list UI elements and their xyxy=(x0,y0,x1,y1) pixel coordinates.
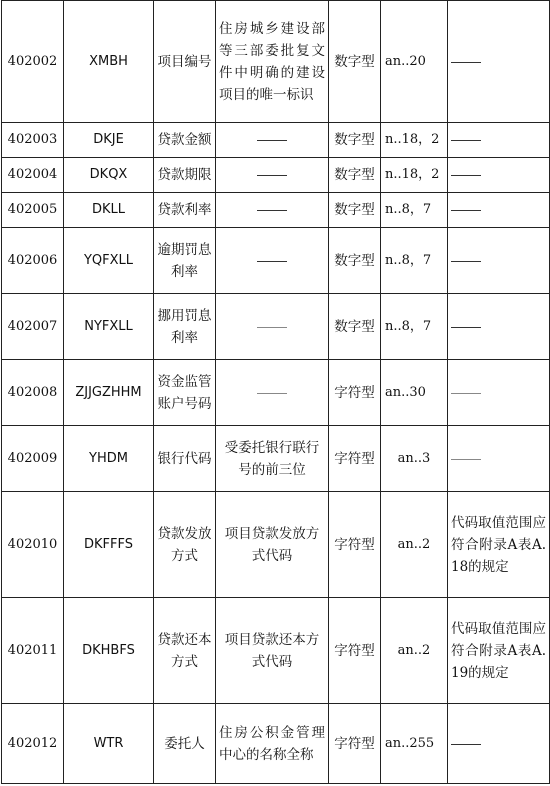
cell-abbr: YQFXLL xyxy=(64,228,154,294)
cell-format: an..2 xyxy=(381,598,448,704)
cell-abbr: DKJE xyxy=(64,123,154,158)
cell-format: n..18，2 xyxy=(381,123,448,158)
cell-format: an..3 xyxy=(381,426,448,492)
cell-name: 贷款金额 xyxy=(154,123,216,158)
empty-dash xyxy=(257,327,287,328)
cell-format: an..20 xyxy=(381,1,448,123)
table-row xyxy=(2,704,550,784)
cell-code: 402010 xyxy=(2,492,64,598)
cell-name: 贷款发放方式 xyxy=(154,492,216,598)
cell-name: 银行代码 xyxy=(154,426,216,492)
cell-format: n..8，7 xyxy=(381,228,448,294)
cell-type: 数字型 xyxy=(329,1,381,123)
empty-dash xyxy=(451,327,481,328)
cell-code: 402004 xyxy=(2,158,64,193)
cell-code: 402005 xyxy=(2,193,64,228)
cell-note xyxy=(448,426,550,492)
cell-desc xyxy=(216,360,329,426)
cell-type: 数字型 xyxy=(329,158,381,193)
cell-desc xyxy=(216,294,329,360)
cell-code: 402002 xyxy=(2,1,64,123)
table-row xyxy=(2,228,550,294)
cell-type: 数字型 xyxy=(329,123,381,158)
cell-desc xyxy=(216,123,329,158)
empty-dash xyxy=(451,175,481,176)
cell-desc: 项目贷款还本方式代码 xyxy=(216,598,329,704)
cell-type: 字符型 xyxy=(329,426,381,492)
empty-dash xyxy=(257,140,287,141)
table-row xyxy=(2,123,550,158)
data-element-table xyxy=(1,0,550,784)
empty-dash xyxy=(451,744,481,745)
cell-desc: 住房城乡建设部等三部委批复文件中明确的建设项目的唯一标识 xyxy=(216,1,329,123)
cell-note xyxy=(448,123,550,158)
cell-note xyxy=(448,294,550,360)
cell-abbr: DKQX xyxy=(64,158,154,193)
cell-format: n..18，2 xyxy=(381,158,448,193)
cell-note xyxy=(448,228,550,294)
cell-note xyxy=(448,158,550,193)
cell-abbr: DKLL xyxy=(64,193,154,228)
empty-dash xyxy=(257,175,287,176)
cell-name: 资金监管账户号码 xyxy=(154,360,216,426)
cell-format: an..255 xyxy=(381,704,448,784)
cell-abbr: ZJJGZHHM xyxy=(64,360,154,426)
empty-dash xyxy=(257,210,287,211)
cell-abbr: XMBH xyxy=(64,1,154,123)
cell-code: 402007 xyxy=(2,294,64,360)
table-row xyxy=(2,1,550,123)
cell-note xyxy=(448,360,550,426)
cell-format: an..2 xyxy=(381,492,448,598)
cell-name: 项目编号 xyxy=(154,1,216,123)
cell-code: 402006 xyxy=(2,228,64,294)
cell-type: 字符型 xyxy=(329,360,381,426)
cell-desc xyxy=(216,228,329,294)
cell-name: 贷款期限 xyxy=(154,158,216,193)
cell-format: an..30 xyxy=(381,360,448,426)
empty-dash xyxy=(257,261,287,262)
cell-code: 402012 xyxy=(2,704,64,784)
cell-note: 代码取值范围应符合附录A表A.18的规定 xyxy=(448,492,550,598)
cell-note xyxy=(448,704,550,784)
cell-code: 402003 xyxy=(2,123,64,158)
table-row xyxy=(2,598,550,704)
empty-dash xyxy=(451,393,481,394)
cell-desc xyxy=(216,193,329,228)
cell-name: 贷款还本方式 xyxy=(154,598,216,704)
empty-dash xyxy=(451,140,481,141)
cell-code: 402009 xyxy=(2,426,64,492)
cell-desc xyxy=(216,158,329,193)
cell-desc: 住房公积金管理中心的名称全称 xyxy=(216,704,329,784)
empty-dash xyxy=(451,459,481,460)
cell-type: 数字型 xyxy=(329,228,381,294)
empty-dash xyxy=(451,210,481,211)
cell-desc: 受委托银行联行号的前三位 xyxy=(216,426,329,492)
cell-type: 字符型 xyxy=(329,598,381,704)
cell-abbr: DKHBFS xyxy=(64,598,154,704)
cell-name: 委托人 xyxy=(154,704,216,784)
cell-format: n..8，7 xyxy=(381,294,448,360)
cell-code: 402008 xyxy=(2,360,64,426)
cell-abbr: NYFXLL xyxy=(64,294,154,360)
cell-type: 数字型 xyxy=(329,294,381,360)
cell-type: 数字型 xyxy=(329,193,381,228)
cell-code: 402011 xyxy=(2,598,64,704)
empty-dash xyxy=(257,393,287,394)
cell-desc: 项目贷款发放方式代码 xyxy=(216,492,329,598)
cell-abbr: YHDM xyxy=(64,426,154,492)
cell-name: 贷款利率 xyxy=(154,193,216,228)
cell-name: 挪用罚息利率 xyxy=(154,294,216,360)
cell-type: 字符型 xyxy=(329,704,381,784)
cell-format: n..8，7 xyxy=(381,193,448,228)
table-row xyxy=(2,193,550,228)
cell-note xyxy=(448,1,550,123)
cell-note: 代码取值范围应符合附录A表A.19的规定 xyxy=(448,598,550,704)
empty-dash xyxy=(451,261,481,262)
cell-abbr: WTR xyxy=(64,704,154,784)
table-row xyxy=(2,426,550,492)
cell-type: 字符型 xyxy=(329,492,381,598)
cell-abbr: DKFFFS xyxy=(64,492,154,598)
table-row xyxy=(2,360,550,426)
table-row xyxy=(2,158,550,193)
table-row xyxy=(2,294,550,360)
table-row xyxy=(2,492,550,598)
cell-name: 逾期罚息利率 xyxy=(154,228,216,294)
cell-note xyxy=(448,193,550,228)
empty-dash xyxy=(451,62,481,63)
